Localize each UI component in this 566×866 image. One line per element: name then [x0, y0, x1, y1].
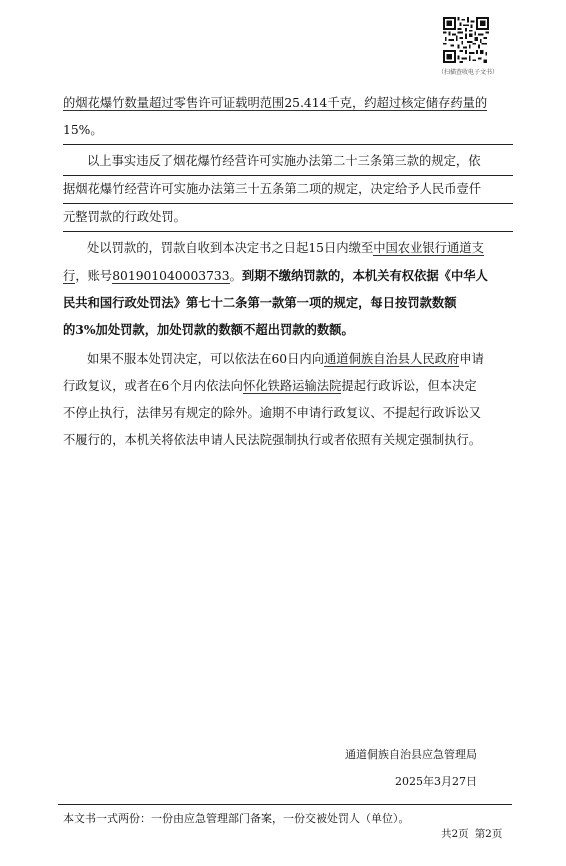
paragraph-appeal-line: 不履行的，本机关将依法申请人民法院强制执行或者依照有关规定强制执行。 [63, 433, 482, 447]
page-number [441, 826, 508, 841]
paragraph-facts-line: 的烟花爆竹数量超过零售许可证载明范围25.414千克，约超过核定储存药量的 [63, 96, 488, 110]
footer-divider [58, 804, 512, 805]
paragraph-fine-line: 处以罚款的，罚款自收到本决定书之日起15日内缴至中国农业银行通道支 [87, 241, 484, 255]
bank-name: 中国农业银行通道支 [373, 241, 484, 255]
bank-name: 行 [63, 269, 76, 283]
paragraph-fine-line: 行，账号801901040003733。到期不缴纳罚款的，本机关有权依据《中华人 [63, 268, 488, 283]
government-name: 通道侗族自治县人民政府 [324, 352, 460, 366]
paragraph-facts-line: 15%。 [63, 117, 513, 145]
paragraph-appeal-line: 如果不服本处罚决定，可以依法在60日内向通道侗族自治县人民政府申请 [87, 352, 484, 366]
paragraph-appeal-line: 不停止执行，法律另有规定的除外。逾期不申请行政复议、不提起行政诉讼又 [63, 406, 482, 420]
issuing-authority: 通道侗族自治县应急管理局 [345, 748, 477, 761]
qr-code-icon [443, 17, 489, 63]
paragraph-fine-line: 民共和国行政处罚法》第七十二条第一款第一项的规定，每日按罚款数额 [63, 295, 457, 310]
court-name: 怀化铁路运输法院 [242, 379, 342, 393]
qr-caption: （扫描查收电子文书） [437, 69, 498, 76]
account-number: 801901040003733 [112, 269, 230, 283]
paragraph-violation-line: 元整罚款的行政处罚。 [63, 204, 513, 232]
issue-date: 2025年3月27日 [395, 775, 477, 788]
document-body [63, 90, 513, 454]
paragraph-violation-line: 据烟花爆竹经营许可实施办法第三十五条第二项的规定，决定给予人民币壹仟 [63, 176, 513, 204]
page-total: 共2页 [441, 828, 469, 840]
paragraph-violation-line: 以上事实违反了烟花爆竹经营许可实施办法第二十三条第三款的规定，依 [63, 148, 513, 176]
paragraph-appeal-line: 行政复议，或者在6个月内依法向怀化铁路运输法院提起行政诉讼，但本决定 [63, 379, 477, 393]
page-current: 第2页 [474, 828, 503, 840]
paragraph-fine-line: 的3%加处罚款，加处罚款的数额不超出罚款的数额。 [63, 322, 354, 337]
footer-note: 本文书一式两份：一份由应急管理部门备案，一份交被处罚人（单位）。 [63, 812, 410, 825]
